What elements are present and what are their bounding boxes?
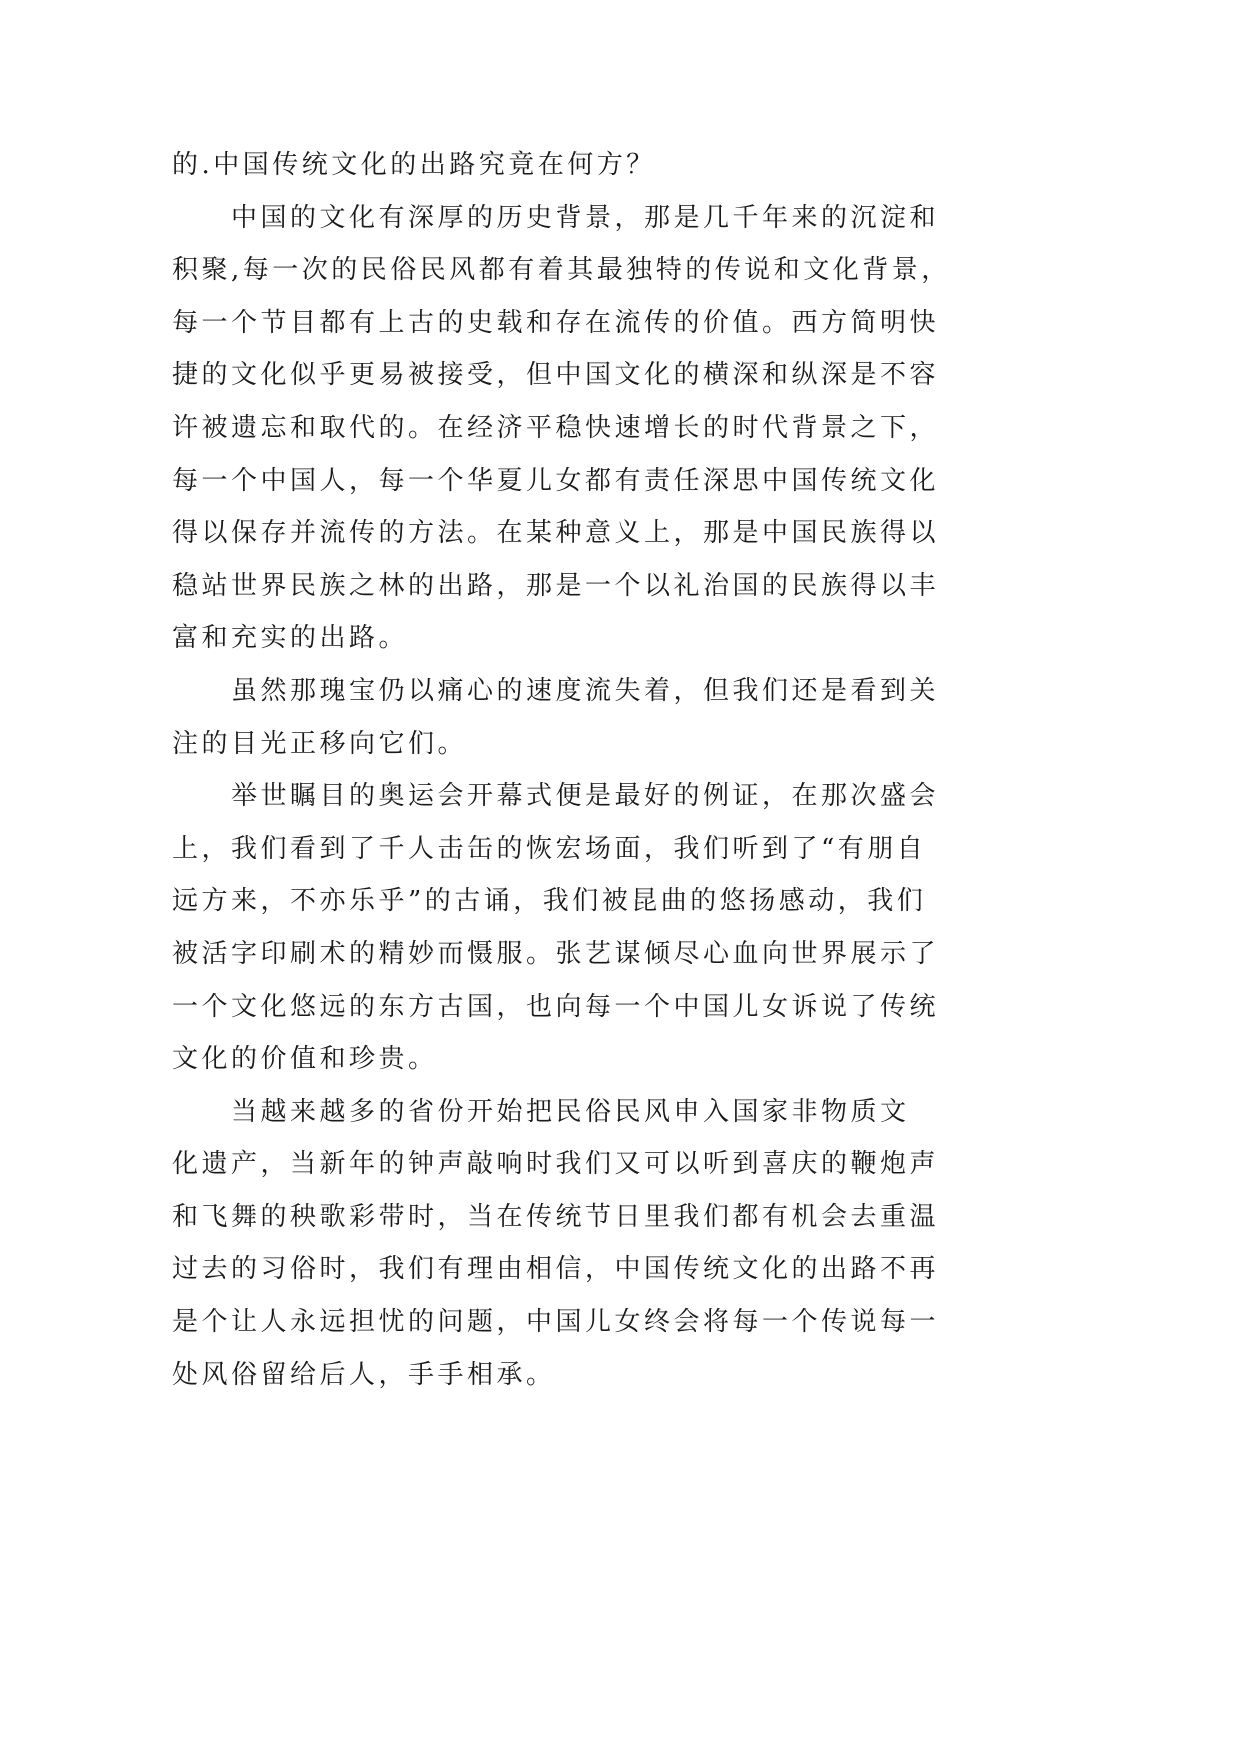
text-line: 过去的习俗时，我们有理由相信，中国传统文化的出路不再: [172, 1254, 940, 1285]
paragraph: [172, 1086, 1002, 1402]
text-line: 富和充实的出路。: [172, 623, 409, 654]
text-line: 上，我们看到了千人击缶的恢宏场面，我们听到了“有朋自: [172, 833, 927, 864]
text-line: 文化的价值和珍贵。: [172, 1044, 438, 1075]
text-line: 每一个节目都有上古的史载和存在流传的价值。西方简明快: [172, 307, 940, 338]
paragraph: [172, 139, 1002, 192]
text-line: 许被遗忘和取代的。在经济平稳快速增长的时代背景之下，: [172, 412, 940, 443]
text-line: 稳站世界民族之林的出路，那是一个以礼治国的民族得以丰: [172, 570, 940, 601]
text-line: 当越来越多的省份开始把民俗民风申入国家非物质文: [231, 1096, 910, 1127]
text-line: 一个文化悠远的东方古国，也向每一个中国儿女诉说了传统: [172, 991, 940, 1022]
paragraph: [172, 770, 1002, 1086]
text-line: 得以保存并流传的方法。在某种意义上，那是中国民族得以: [172, 518, 940, 549]
text-line: 的.中国传统文化的出路究竟在何方？: [172, 150, 656, 180]
text-line: 化遗产，当新年的钟声敲响时我们又可以听到喜庆的鞭炮声: [172, 1149, 940, 1180]
text-line: 处风俗留给后人，手手相承。: [172, 1359, 556, 1390]
text-line: 捷的文化似乎更易被接受，但中国文化的横深和纵深是不容: [172, 360, 940, 391]
body-text: [172, 139, 1002, 1401]
text-line: 被活字印刷术的精妙而慑服。张艺谋倾尽心血向世界展示了: [172, 938, 940, 969]
text-line: 是个让人永远担忧的问题，中国儿女终会将每一个传说每一: [172, 1307, 940, 1338]
text-line: 注的目光正移向它们。: [172, 728, 468, 759]
text-line: 中国的文化有深厚的历史背景，那是几千年来的沉淀和: [231, 202, 940, 233]
text-line: 积聚,每一次的民俗民风都有着其最独特的传说和文化背景，: [172, 255, 951, 286]
text-line: 每一个中国人，每一个华夏儿女都有责任深思中国传统文化: [172, 465, 940, 496]
text-line: 举世瞩目的奥运会开幕式便是最好的例证，在那次盛会: [231, 781, 940, 812]
text-line: 远方来，不亦乐乎”的古诵，我们被昆曲的悠扬感动，我们: [172, 886, 927, 917]
text-line: 虽然那瑰宝仍以痛心的速度流失着，但我们还是看到关: [231, 675, 940, 706]
paragraph: [172, 192, 1002, 665]
text-line: 和飞舞的秧歌彩带时，当在传统节日里我们都有机会去重温: [172, 1201, 940, 1232]
paragraph: [172, 665, 1002, 770]
